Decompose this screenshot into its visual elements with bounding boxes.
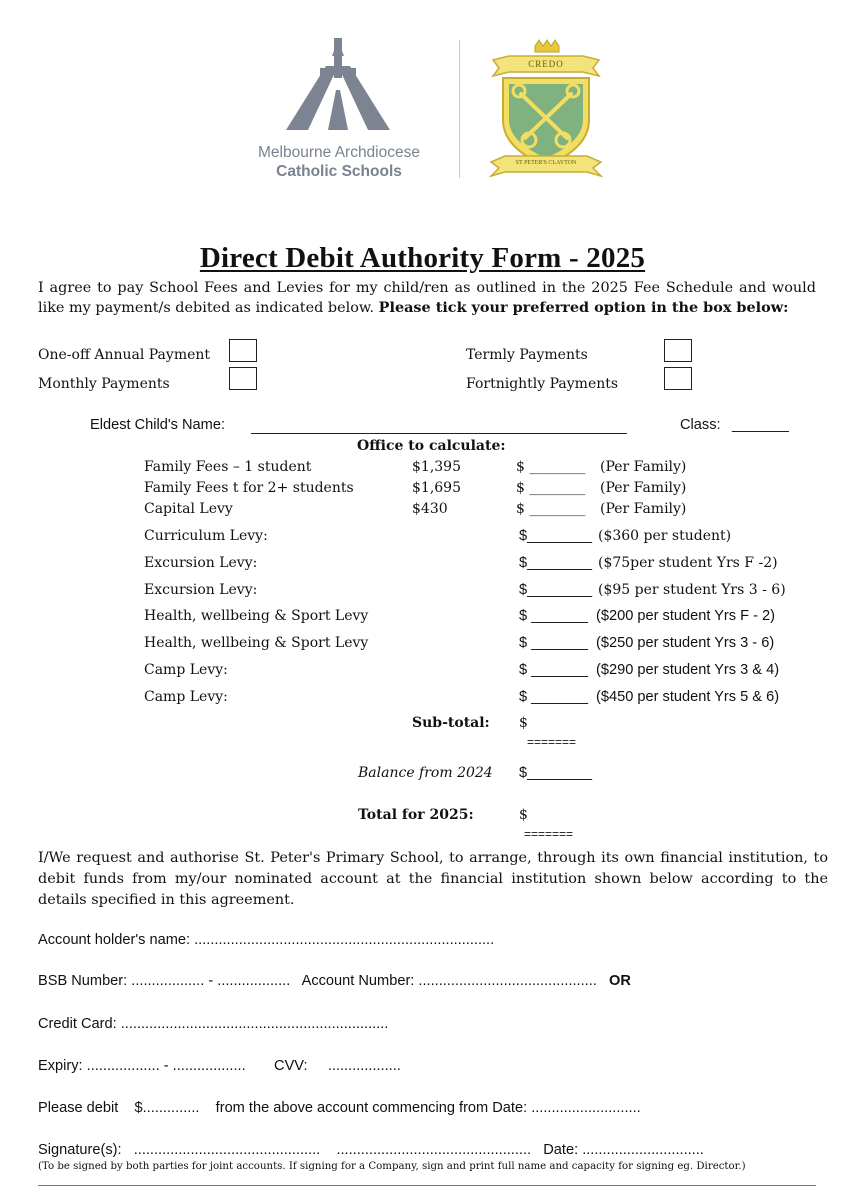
logo-divider <box>459 40 460 178</box>
fee-amount: $1,395 <box>412 459 461 475</box>
signature-label: Signature(s): <box>38 1142 122 1158</box>
levy-note: ($290 per student Yrs 3 & 4) <box>596 662 780 678</box>
cvv-label: CVV: <box>274 1058 308 1074</box>
child-name-label: Eldest Child's Name: <box>90 417 225 433</box>
fee-label: Family Fees t for 2+ students <box>144 480 354 496</box>
form-title: Direct Debit Authority Form - 2025 <box>199 242 646 274</box>
credit-card-label: Credit Card: <box>38 1016 117 1032</box>
levy-field[interactable]: $ _______ <box>519 662 588 678</box>
levy-label: Health, wellbeing & Sport Levy <box>144 635 369 651</box>
levy-field[interactable]: $ _______ <box>519 608 588 624</box>
child-name-field[interactable] <box>251 431 627 434</box>
checkbox-termly[interactable] <box>664 339 692 362</box>
checkbox-monthly[interactable] <box>229 367 257 390</box>
levy-label: Curriculum Levy: <box>144 528 268 544</box>
bsb-separator: - <box>208 973 214 989</box>
crest-scroll-text: ST PETER'S CLAYTON <box>515 160 577 166</box>
fee-field[interactable]: $ ________ <box>516 501 586 517</box>
expiry-field-1[interactable]: .................. <box>86 1058 160 1074</box>
intro-text: I agree to pay School Fees and Levies for my child/ren as outlined in the 2025 Fee Schedule and would like my payment/s debited as indicated below. <box>38 280 816 316</box>
signature-field-1[interactable]: .............................................. <box>133 1142 321 1158</box>
total-label: Total for 2025: <box>358 807 474 823</box>
levy-label: Health, wellbeing & Sport Levy <box>144 608 369 624</box>
checkbox-annual[interactable] <box>229 339 257 362</box>
fee-amount: $430 <box>412 501 448 517</box>
levy-note: ($360 per student) <box>598 528 732 544</box>
subtotal-rule: ======= <box>527 735 577 749</box>
office-heading: Office to calculate: <box>357 438 506 454</box>
debit-date-field[interactable]: ........................... <box>531 1100 641 1116</box>
levy-note: ($250 per student Yrs 3 - 6) <box>596 635 775 651</box>
credit-card-row <box>38 1016 388 1032</box>
signature-footnote: (To be signed by both parties for joint accounts. If signing for a Company, sign and print full name and capacity for signing eg. Director.) <box>38 1161 746 1172</box>
bsb-field-1[interactable]: .................. <box>131 973 205 989</box>
option-label-fortnightly: Fortnightly Payments <box>466 376 619 392</box>
fee-label: Family Fees – 1 student <box>144 459 312 475</box>
option-label-monthly: Monthly Payments <box>38 376 170 392</box>
date-label: Date: <box>543 1142 579 1158</box>
cvv-field[interactable]: .................. <box>327 1058 401 1074</box>
levy-label: Camp Levy: <box>144 689 228 705</box>
fee-field[interactable]: $ ________ <box>516 480 586 496</box>
bsb-label: BSB Number: <box>38 973 128 989</box>
or-label: OR <box>609 973 631 989</box>
levy-note: ($200 per student Yrs F - 2) <box>596 608 775 624</box>
fee-note: (Per Family) <box>600 459 687 475</box>
authority-paragraph: I/We request and authorise St. Peter's Primary School, to arrange, through its own financial institution, to debit funds from my/our nominated account at the financial institution shown below according to the details specified in this agreement. <box>38 850 828 908</box>
class-field[interactable]: _______ <box>732 417 789 433</box>
account-holder-field[interactable]: .......................................................................... <box>194 932 495 948</box>
levy-note: ($75per student Yrs F -2) <box>598 555 778 571</box>
fee-field[interactable]: $ ________ <box>516 459 586 475</box>
subtotal-field[interactable]: $ <box>519 715 528 731</box>
total-field[interactable]: $ <box>519 807 528 823</box>
intro-instruction: Please tick your preferred option in the box below: <box>378 299 789 316</box>
macs-org-line2: Catholic Schools <box>276 163 402 180</box>
intro-paragraph <box>38 278 816 318</box>
bottom-rule <box>38 1185 816 1186</box>
account-holder-row <box>38 932 494 948</box>
account-number-field[interactable]: ............................................ <box>418 973 597 989</box>
date-field[interactable]: .............................. <box>582 1142 704 1158</box>
option-label-termly: Termly Payments <box>466 347 588 363</box>
expiry-field-2[interactable]: .................. <box>172 1058 246 1074</box>
levy-label: Camp Levy: <box>144 662 228 678</box>
option-label-annual: One-off Annual Payment <box>38 347 211 363</box>
levy-note: ($95 per student Yrs 3 - 6) <box>598 582 786 598</box>
fee-note: (Per Family) <box>600 501 687 517</box>
account-number-label: Account Number: <box>301 973 415 989</box>
levy-field[interactable]: $________ <box>519 555 593 571</box>
levy-field[interactable]: $________ <box>519 528 593 544</box>
school-crest <box>489 38 603 180</box>
total-rule: ======= <box>524 827 574 841</box>
debit-commencing-label: from the above account commencing from Date: <box>215 1100 528 1116</box>
debit-label: Please debit <box>38 1100 119 1116</box>
class-label: Class: <box>680 417 721 433</box>
account-holder-label: Account holder's name: <box>38 932 191 948</box>
credit-card-field[interactable]: .................................................................. <box>120 1016 389 1032</box>
balance-label: Balance from 2024 <box>358 765 493 781</box>
levy-label: Excursion Levy: <box>144 582 258 598</box>
levy-field[interactable]: $ _______ <box>519 635 588 651</box>
bsb-row <box>38 973 631 989</box>
levy-field[interactable]: $ _______ <box>519 689 588 705</box>
expiry-label: Expiry: <box>38 1058 83 1074</box>
fee-amount: $1,695 <box>412 480 461 496</box>
levy-label: Excursion Levy: <box>144 555 258 571</box>
checkbox-fortnightly[interactable] <box>664 367 692 390</box>
crest-motto: CREDO <box>528 59 564 69</box>
subtotal-label: Sub-total: <box>412 715 490 731</box>
debit-amount-field[interactable]: $.............. <box>134 1100 200 1116</box>
levy-field[interactable]: $________ <box>519 582 593 598</box>
macs-emblem <box>248 38 430 138</box>
signature-row <box>38 1142 704 1158</box>
levy-note: ($450 per student Yrs 5 & 6) <box>596 689 780 705</box>
expiry-separator: - <box>163 1058 169 1074</box>
macs-org-line1: Melbourne Archdiocese <box>258 144 420 161</box>
balance-field[interactable]: $________ <box>519 765 593 781</box>
signature-field-2[interactable]: ................................................ <box>336 1142 532 1158</box>
bsb-field-2[interactable]: .................. <box>217 973 291 989</box>
expiry-row <box>38 1058 401 1074</box>
macs-logo <box>248 38 430 183</box>
fee-label: Capital Levy <box>144 501 233 517</box>
debit-row <box>38 1100 641 1116</box>
fee-note: (Per Family) <box>600 480 687 496</box>
